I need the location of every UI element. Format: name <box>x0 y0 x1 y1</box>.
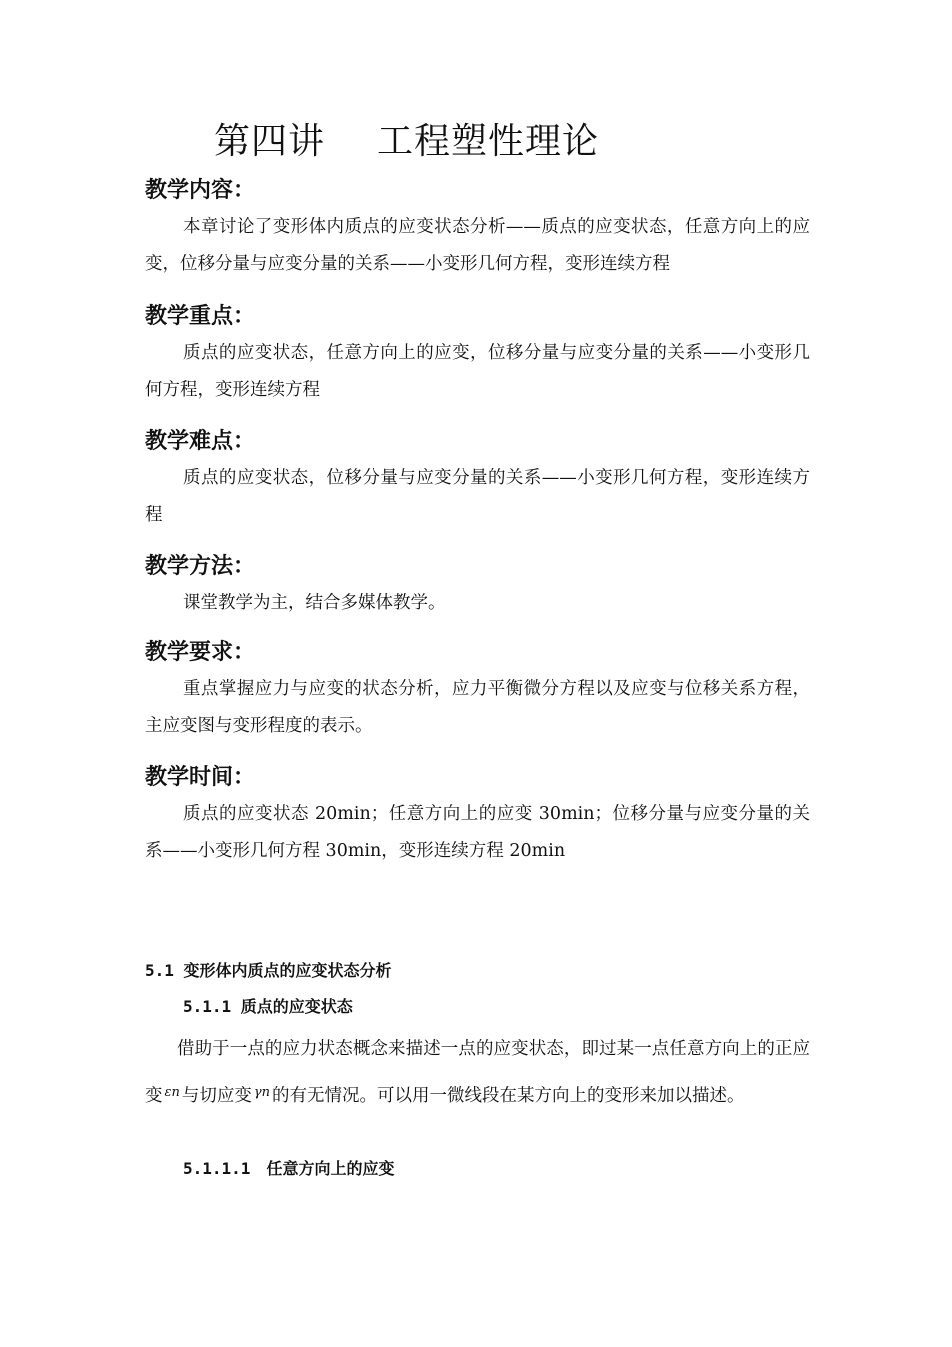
section-schedule <box>145 762 810 870</box>
paragraph-part2: 与切应变 <box>181 1086 252 1106</box>
section-text: 本章讨论了变形体内质点的应变状态分析——质点的应变状态，任意方向上的应变，位移分量与应变分量的关系——小变形几何方程，变形连续方程 <box>145 217 810 274</box>
lecture-number: 第四讲 <box>214 121 326 162</box>
section-text: 质点的应变状态 20min；任意方向上的应变 30min；位移分量与应变分量的关系——小变形几何方程 30min，变形连续方程 20min <box>145 804 810 861</box>
section-requirements <box>145 637 810 745</box>
chapter-section-title: 5.1 变形体内质点的应变状态分析 <box>145 961 392 980</box>
section-heading: 教学重点： <box>145 304 256 329</box>
chapter-subsubsection-title <box>183 1156 394 1182</box>
section-heading: 教学难点： <box>145 429 256 454</box>
section-heading: 教学要求： <box>145 640 256 665</box>
paragraph-part1: 借助于一点的应力状态概念来描述一点的应变状态，即过某一点任意方向上的正应变 <box>145 1039 810 1106</box>
section-heading: 教学方法： <box>145 554 256 579</box>
section-heading: 教学内容： <box>145 178 256 203</box>
page-title <box>214 118 599 166</box>
section-text: 质点的应变状态，位移分量与应变分量的关系——小变形几何方程，变形连续方程 <box>145 468 810 525</box>
section-content <box>145 175 810 283</box>
lecture-topic: 工程塑性理论 <box>377 121 600 162</box>
section-text: 质点的应变状态，任意方向上的应变，位移分量与应变分量的关系——小变形几何方程，变形连续方程 <box>145 343 810 400</box>
subsubsection-number: 5.1.1.1 <box>183 1159 251 1178</box>
paragraph-part3: 的有无情况。可以用一微线段在某方向上的变形来加以描述。 <box>272 1086 745 1106</box>
section-difficulties <box>145 426 810 534</box>
section-text: 课堂教学为主，结合多媒体教学。 <box>183 593 446 613</box>
section-heading: 教学时间： <box>145 765 256 790</box>
section-methods <box>145 551 810 622</box>
chapter-subsection-title: 5.1.1 质点的应变状态 <box>183 997 353 1016</box>
chapter-paragraph <box>145 1027 810 1118</box>
section-text: 重点掌握应力与应变的状态分析，应力平衡微分方程以及应变与位移关系方程，主应变图与变形程度的表示。 <box>145 679 810 736</box>
normal-strain-symbol: εn <box>164 1085 180 1100</box>
subsubsection-label: 任意方向上的应变 <box>266 1159 395 1178</box>
section-key-points <box>145 301 810 409</box>
shear-strain-symbol: γn <box>253 1085 271 1100</box>
